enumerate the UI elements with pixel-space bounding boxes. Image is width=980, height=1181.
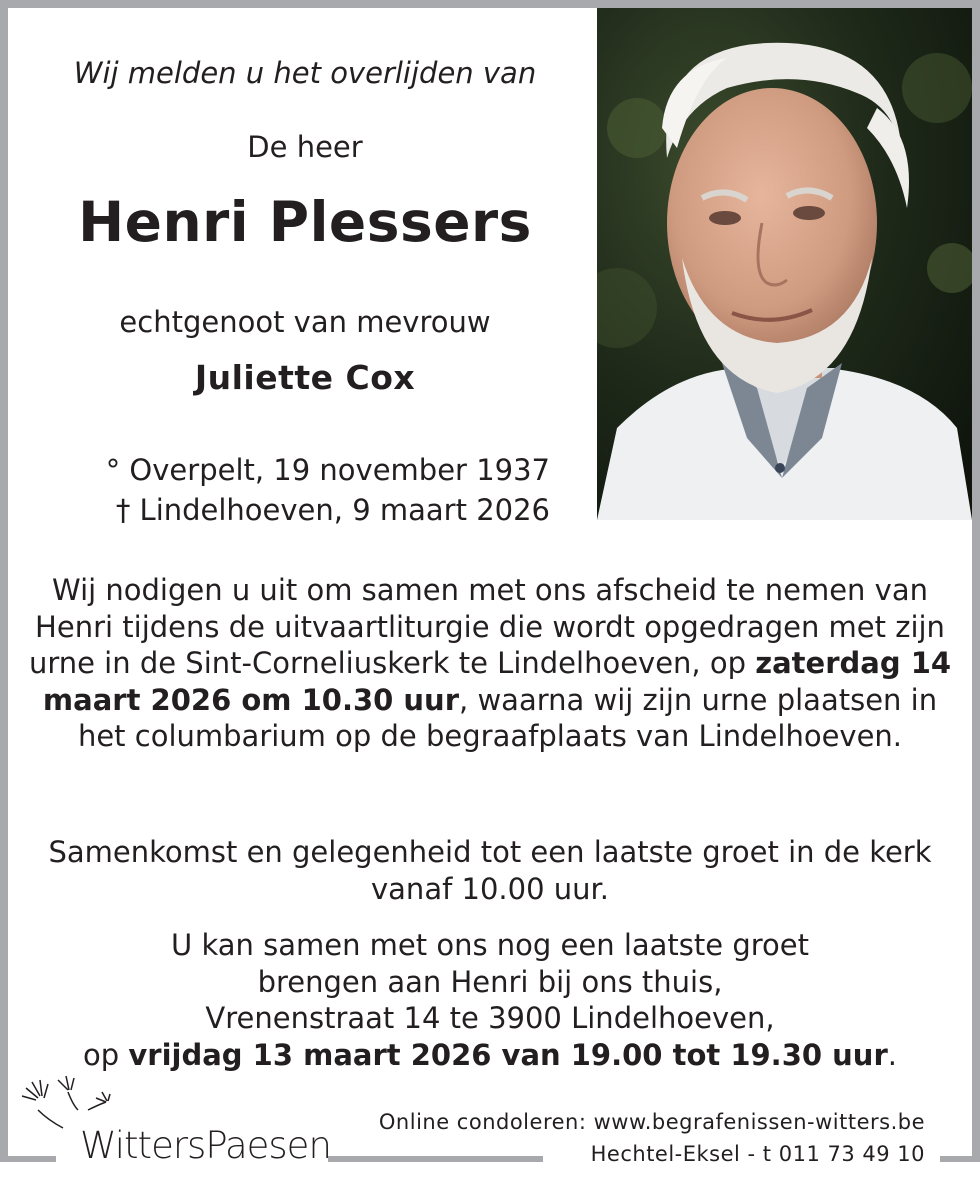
gathering-paragraph: Samenkomst en gelegenheid tot een laatste groet in de kerk vanaf 10.00 uur.	[48, 835, 932, 906]
right-border	[972, 0, 980, 1162]
left-border	[0, 0, 8, 1162]
honorific: De heer	[247, 130, 363, 164]
top-border	[0, 0, 980, 8]
dates-block	[40, 450, 550, 530]
contact-info: Hechtel-Eksel - t 011 73 49 10	[590, 1142, 925, 1166]
home-visit-line-1: U kan samen met ons nog een laatste groet	[171, 928, 809, 962]
home-visit-date: vrijdag 13 maart 2026 van 19.00 tot 19.30 uur	[128, 1037, 888, 1072]
ceremony-date: zaterdag 14 maart 2026 om 10.30 uur	[42, 646, 952, 717]
home-visit-line-3: Vrenenstraat 14 te 3900 Lindelhoeven,	[205, 1001, 775, 1035]
condolence-link[interactable]: Online condoleren: www.begrafenissen-witters.be	[378, 1110, 925, 1134]
logo-wordmark: WittersPaesen	[80, 1124, 331, 1167]
ceremony-text-start: Wij nodigen u uit om samen met ons afscheid te nemen van Henri tijdens de uitvaartliturgie die wordt opgedragen met zijn urne in de Sint-Corneliuskerk te Lindelhoeven, op	[28, 573, 945, 680]
bottom-rule-middle	[328, 1156, 543, 1162]
home-visit-paragraph	[20, 927, 960, 1073]
home-visit-post: .	[887, 1037, 897, 1072]
death-line: † Lindelhoeven, 9 maart 2026	[115, 493, 550, 527]
birth-line: ° Overpelt, 19 november 1937	[105, 453, 550, 487]
ceremony-text-end: , waarna wij zijn urne plaatsen in het columbarium op de begraafplaats van Lindelhoeven.	[77, 682, 938, 753]
home-visit-line-4	[20, 1037, 960, 1074]
portrait-photo	[597, 8, 972, 520]
ceremony-paragraph	[20, 572, 960, 755]
spouse-label: echtgenoot van mevrouw	[119, 305, 491, 339]
spouse-name: Juliette Cox	[194, 358, 416, 397]
home-visit-line-2: brengen aan Henri bij ons thuis,	[257, 964, 723, 999]
deceased-name: Henri Plessers	[78, 190, 532, 254]
bottom-rule-right	[940, 1156, 980, 1162]
home-visit-pre: op	[83, 1037, 129, 1072]
intro-text: Wij melden u het overlijden van	[73, 56, 537, 90]
